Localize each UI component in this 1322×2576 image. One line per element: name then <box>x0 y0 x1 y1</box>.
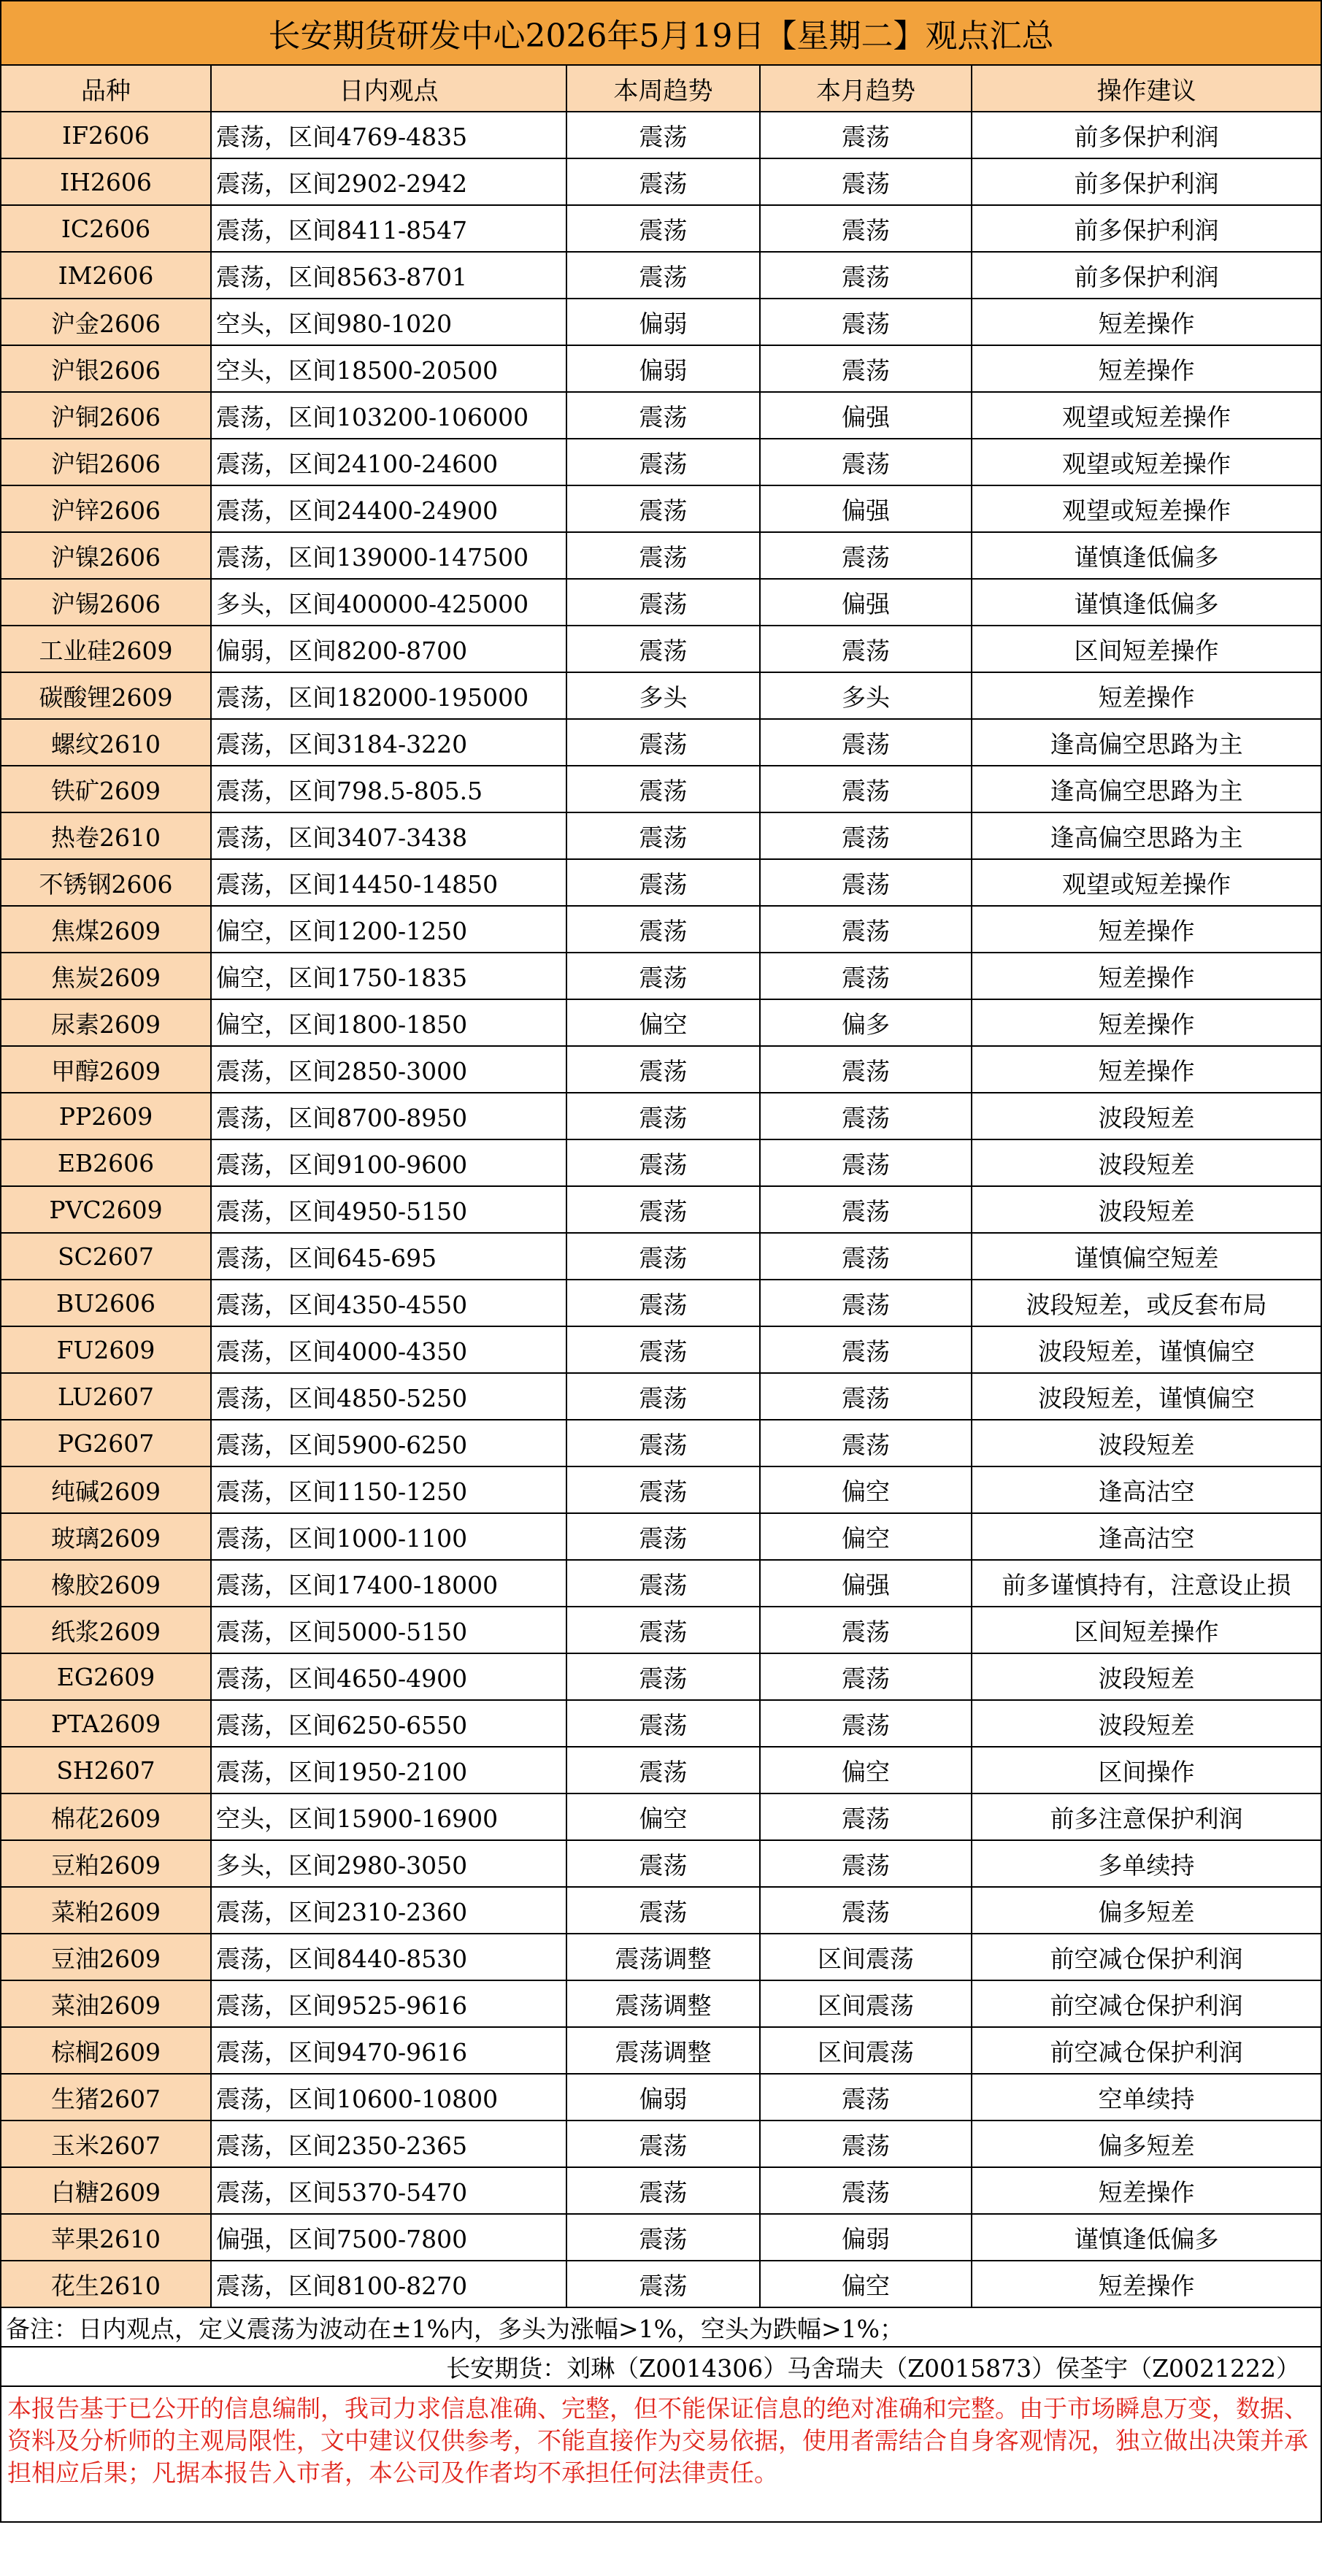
advice-cell: 多单续持 <box>972 1840 1321 1887</box>
table-row <box>1 1186 1321 1233</box>
monthly-trend-cell: 震荡 <box>760 1046 972 1093</box>
monthly-trend-cell: 震荡 <box>760 719 972 766</box>
table-row <box>1 906 1321 953</box>
weekly-trend-cell: 震荡 <box>566 719 760 766</box>
intraday-view-cell: 震荡，区间3407-3438 <box>211 812 566 859</box>
monthly-trend-cell: 震荡 <box>760 812 972 859</box>
table-row <box>1 2074 1321 2121</box>
weekly-trend-cell: 震荡调整 <box>566 2027 760 2074</box>
intraday-view-cell: 震荡，区间14450-14850 <box>211 859 566 906</box>
monthly-trend-cell: 偏多 <box>760 999 972 1046</box>
intraday-view-cell: 震荡，区间645-695 <box>211 1233 566 1280</box>
weekly-trend-cell: 震荡 <box>566 205 760 252</box>
variety-cell: 沪锌2606 <box>1 485 211 532</box>
variety-cell: 沪镍2606 <box>1 532 211 579</box>
monthly-trend-cell: 震荡 <box>760 1373 972 1420</box>
advice-cell: 前多谨慎持有，注意设止损 <box>972 1560 1321 1607</box>
monthly-trend-cell: 偏强 <box>760 579 972 626</box>
variety-cell: 玉米2607 <box>1 2121 211 2167</box>
variety-cell: 生猪2607 <box>1 2074 211 2121</box>
intraday-view-cell: 震荡，区间798.5-805.5 <box>211 766 566 812</box>
intraday-view-cell: 震荡，区间2850-3000 <box>211 1046 566 1093</box>
intraday-view-cell: 震荡，区间5000-5150 <box>211 1607 566 1653</box>
advice-cell: 偏多短差 <box>972 2121 1321 2167</box>
table-row <box>1 1747 1321 1793</box>
weekly-trend-cell: 震荡 <box>566 2214 760 2261</box>
variety-cell: 棕榈2609 <box>1 2027 211 2074</box>
advice-cell: 偏多短差 <box>972 1887 1321 1934</box>
variety-cell: PTA2609 <box>1 1700 211 1747</box>
monthly-trend-cell: 震荡 <box>760 1607 972 1653</box>
advice-cell: 谨慎逢低偏多 <box>972 2214 1321 2261</box>
advice-cell: 观望或短差操作 <box>972 485 1321 532</box>
intraday-view-cell: 空头，区间18500-20500 <box>211 345 566 392</box>
advice-cell: 波段短差，谨慎偏空 <box>972 1373 1321 1420</box>
table-row <box>1 2027 1321 2074</box>
weekly-trend-cell: 震荡 <box>566 112 760 158</box>
monthly-trend-cell: 震荡 <box>760 1326 972 1373</box>
advice-cell: 波段短差 <box>972 1653 1321 1700</box>
table-row <box>1 719 1321 766</box>
advice-cell: 逢高偏空思路为主 <box>972 812 1321 859</box>
monthly-trend-cell: 区间震荡 <box>760 2027 972 2074</box>
advice-cell: 短差操作 <box>972 953 1321 999</box>
table-row <box>1 1653 1321 1700</box>
monthly-trend-cell: 偏空 <box>760 1747 972 1793</box>
variety-cell: PP2609 <box>1 1093 211 1139</box>
intraday-view-cell: 震荡，区间24100-24600 <box>211 439 566 485</box>
advice-cell: 区间短差操作 <box>972 626 1321 672</box>
intraday-view-cell: 震荡，区间8411-8547 <box>211 205 566 252</box>
weekly-trend-cell: 多头 <box>566 672 760 719</box>
weekly-trend-cell: 震荡 <box>566 2167 760 2214</box>
variety-cell: 棉花2609 <box>1 1793 211 1840</box>
table-row <box>1 1793 1321 1840</box>
weekly-trend-cell: 震荡 <box>566 1326 760 1373</box>
monthly-trend-cell: 区间震荡 <box>760 1980 972 2027</box>
advice-cell: 短差操作 <box>972 1046 1321 1093</box>
weekly-trend-cell: 偏弱 <box>566 345 760 392</box>
monthly-trend-cell: 震荡 <box>760 158 972 205</box>
intraday-view-cell: 震荡，区间1150-1250 <box>211 1466 566 1513</box>
weekly-trend-cell: 震荡 <box>566 158 760 205</box>
advice-cell: 波段短差 <box>972 1139 1321 1186</box>
intraday-view-cell: 震荡，区间8700-8950 <box>211 1093 566 1139</box>
disclaimer-text: 本报告基于已公开的信息编制，我司力求信息准确、完整，但不能保证信息的绝对准确和完整。由于市场瞬息万变，数据、资料及分析师的主观局限性，文中建议仅供参考，不能直接作为交易依据，使用者需结合自身客观情况，独立做出决策并承担相应后果；凡据本报告入市者，本公司及作者均不承担任何法律责任。 <box>1 2386 1321 2522</box>
advice-cell: 波段短差 <box>972 1420 1321 1466</box>
intraday-view-cell: 震荡，区间9470-9616 <box>211 2027 566 2074</box>
advice-cell: 短差操作 <box>972 999 1321 1046</box>
weekly-trend-cell: 偏弱 <box>566 2074 760 2121</box>
intraday-view-cell: 震荡，区间3184-3220 <box>211 719 566 766</box>
intraday-view-cell: 震荡，区间2902-2942 <box>211 158 566 205</box>
weekly-trend-cell: 震荡 <box>566 1186 760 1233</box>
intraday-view-cell: 震荡，区间1000-1100 <box>211 1513 566 1560</box>
table-row <box>1 2214 1321 2261</box>
weekly-trend-cell: 震荡调整 <box>566 1980 760 2027</box>
weekly-trend-cell: 震荡 <box>566 1653 760 1700</box>
weekly-trend-cell: 震荡 <box>566 1840 760 1887</box>
monthly-trend-cell: 偏空 <box>760 1513 972 1560</box>
advice-cell: 观望或短差操作 <box>972 392 1321 439</box>
intraday-view-cell: 震荡，区间4769-4835 <box>211 112 566 158</box>
author-row <box>1 2347 1321 2386</box>
weekly-trend-cell: 震荡 <box>566 2121 760 2167</box>
monthly-trend-cell: 震荡 <box>760 1139 972 1186</box>
variety-cell: 纸浆2609 <box>1 1607 211 1653</box>
advice-cell: 观望或短差操作 <box>972 859 1321 906</box>
table-row <box>1 158 1321 205</box>
intraday-view-cell: 震荡，区间17400-18000 <box>211 1560 566 1607</box>
weekly-trend-cell: 震荡 <box>566 1139 760 1186</box>
variety-cell: IH2606 <box>1 158 211 205</box>
advice-cell: 观望或短差操作 <box>972 439 1321 485</box>
intraday-view-cell: 偏空，区间1200-1250 <box>211 906 566 953</box>
monthly-trend-cell: 震荡 <box>760 205 972 252</box>
variety-cell: IF2606 <box>1 112 211 158</box>
advice-cell: 前多保护利润 <box>972 205 1321 252</box>
table-row <box>1 579 1321 626</box>
header-weekly-trend: 本周趋势 <box>566 65 760 112</box>
weekly-trend-cell: 震荡 <box>566 859 760 906</box>
variety-cell: 焦煤2609 <box>1 906 211 953</box>
report-title: 长安期货研发中心2026年5月19日【星期二】观点汇总 <box>1 1 1321 65</box>
table-row <box>1 299 1321 345</box>
intraday-view-cell: 震荡，区间4000-4350 <box>211 1326 566 1373</box>
weekly-trend-cell: 震荡调整 <box>566 1934 760 1980</box>
table-row <box>1 1607 1321 1653</box>
weekly-trend-cell: 震荡 <box>566 2261 760 2307</box>
advice-cell: 波段短差 <box>972 1093 1321 1139</box>
variety-cell: BU2606 <box>1 1280 211 1326</box>
monthly-trend-cell: 震荡 <box>760 1280 972 1326</box>
advice-cell: 短差操作 <box>972 2167 1321 2214</box>
variety-cell: 焦炭2609 <box>1 953 211 999</box>
table-body <box>1 112 1321 2307</box>
weekly-trend-cell: 震荡 <box>566 1280 760 1326</box>
weekly-trend-cell: 震荡 <box>566 1093 760 1139</box>
variety-cell: SC2607 <box>1 1233 211 1280</box>
variety-cell: 橡胶2609 <box>1 1560 211 1607</box>
weekly-trend-cell: 震荡 <box>566 1887 760 1934</box>
advice-cell: 短差操作 <box>972 906 1321 953</box>
table-row <box>1 2167 1321 2214</box>
intraday-view-cell: 震荡，区间2310-2360 <box>211 1887 566 1934</box>
table-row <box>1 859 1321 906</box>
monthly-trend-cell: 偏空 <box>760 1466 972 1513</box>
intraday-view-cell: 震荡，区间6250-6550 <box>211 1700 566 1747</box>
advice-cell: 谨慎逢低偏多 <box>972 579 1321 626</box>
intraday-view-cell: 震荡，区间4950-5150 <box>211 1186 566 1233</box>
weekly-trend-cell: 偏空 <box>566 1793 760 1840</box>
weekly-trend-cell: 震荡 <box>566 439 760 485</box>
table-row <box>1 953 1321 999</box>
table-row <box>1 1934 1321 1980</box>
advice-cell: 短差操作 <box>972 672 1321 719</box>
table-row <box>1 1887 1321 1934</box>
variety-cell: 螺纹2610 <box>1 719 211 766</box>
weekly-trend-cell: 震荡 <box>566 906 760 953</box>
variety-cell: 纯碱2609 <box>1 1466 211 1513</box>
table-row <box>1 205 1321 252</box>
variety-cell: 热卷2610 <box>1 812 211 859</box>
monthly-trend-cell: 震荡 <box>760 1840 972 1887</box>
header-advice: 操作建议 <box>972 65 1321 112</box>
intraday-view-cell: 多头，区间2980-3050 <box>211 1840 566 1887</box>
intraday-view-cell: 震荡，区间24400-24900 <box>211 485 566 532</box>
advice-cell: 区间操作 <box>972 1747 1321 1793</box>
variety-cell: IC2606 <box>1 205 211 252</box>
variety-cell: 苹果2610 <box>1 2214 211 2261</box>
advice-cell: 前多注意保护利润 <box>972 1793 1321 1840</box>
table-row <box>1 439 1321 485</box>
weekly-trend-cell: 震荡 <box>566 1466 760 1513</box>
advice-cell: 逢高偏空思路为主 <box>972 766 1321 812</box>
table-row <box>1 2261 1321 2307</box>
weekly-trend-cell: 偏弱 <box>566 299 760 345</box>
table-row <box>1 1466 1321 1513</box>
table-row <box>1 1139 1321 1186</box>
advice-cell: 前多保护利润 <box>972 252 1321 299</box>
intraday-view-cell: 偏空，区间1750-1835 <box>211 953 566 999</box>
intraday-view-cell: 震荡，区间10600-10800 <box>211 2074 566 2121</box>
advice-cell: 逢高沽空 <box>972 1466 1321 1513</box>
monthly-trend-cell: 震荡 <box>760 2074 972 2121</box>
advice-cell: 空单续持 <box>972 2074 1321 2121</box>
variety-cell: 玻璃2609 <box>1 1513 211 1560</box>
weekly-trend-cell: 震荡 <box>566 392 760 439</box>
monthly-trend-cell: 震荡 <box>760 1700 972 1747</box>
header-variety: 品种 <box>1 65 211 112</box>
variety-cell: 菜油2609 <box>1 1980 211 2027</box>
advice-cell: 波段短差 <box>972 1186 1321 1233</box>
weekly-trend-cell: 震荡 <box>566 766 760 812</box>
intraday-view-cell: 震荡，区间1950-2100 <box>211 1747 566 1793</box>
monthly-trend-cell: 震荡 <box>760 252 972 299</box>
monthly-trend-cell: 区间震荡 <box>760 1934 972 1980</box>
monthly-trend-cell: 震荡 <box>760 626 972 672</box>
intraday-view-cell: 震荡，区间8440-8530 <box>211 1934 566 1980</box>
variety-cell: 菜粕2609 <box>1 1887 211 1934</box>
variety-cell: 沪铜2606 <box>1 392 211 439</box>
advice-cell: 前多保护利润 <box>972 158 1321 205</box>
weekly-trend-cell: 震荡 <box>566 252 760 299</box>
intraday-view-cell: 震荡，区间8100-8270 <box>211 2261 566 2307</box>
intraday-view-cell: 震荡，区间4650-4900 <box>211 1653 566 1700</box>
intraday-view-cell: 震荡，区间9100-9600 <box>211 1139 566 1186</box>
weekly-trend-cell: 震荡 <box>566 1513 760 1560</box>
weekly-trend-cell: 震荡 <box>566 532 760 579</box>
note-text: 备注：日内观点，定义震荡为波动在±1%内，多头为涨幅>1%，空头为跌幅>1%； <box>1 2307 1321 2347</box>
variety-cell: 不锈钢2606 <box>1 859 211 906</box>
advice-cell: 谨慎偏空短差 <box>972 1233 1321 1280</box>
table-row <box>1 766 1321 812</box>
monthly-trend-cell: 震荡 <box>760 112 972 158</box>
monthly-trend-cell: 震荡 <box>760 2121 972 2167</box>
weekly-trend-cell: 震荡 <box>566 485 760 532</box>
header-row <box>1 65 1321 112</box>
table-row <box>1 1093 1321 1139</box>
monthly-trend-cell: 震荡 <box>760 1793 972 1840</box>
table-row <box>1 1980 1321 2027</box>
table-row <box>1 392 1321 439</box>
monthly-trend-cell: 偏空 <box>760 2261 972 2307</box>
intraday-view-cell: 震荡，区间103200-106000 <box>211 392 566 439</box>
variety-cell: 工业硅2609 <box>1 626 211 672</box>
variety-cell: 沪金2606 <box>1 299 211 345</box>
variety-cell: LU2607 <box>1 1373 211 1420</box>
monthly-trend-cell: 震荡 <box>760 1420 972 1466</box>
intraday-view-cell: 震荡，区间4350-4550 <box>211 1280 566 1326</box>
table-row <box>1 1513 1321 1560</box>
weekly-trend-cell: 震荡 <box>566 1420 760 1466</box>
variety-cell: 沪锡2606 <box>1 579 211 626</box>
table-row <box>1 1840 1321 1887</box>
variety-cell: PG2607 <box>1 1420 211 1466</box>
monthly-trend-cell: 震荡 <box>760 953 972 999</box>
variety-cell: PVC2609 <box>1 1186 211 1233</box>
weekly-trend-cell: 震荡 <box>566 1560 760 1607</box>
table-row <box>1 1326 1321 1373</box>
table-row <box>1 626 1321 672</box>
weekly-trend-cell: 震荡 <box>566 626 760 672</box>
monthly-trend-cell: 偏强 <box>760 485 972 532</box>
intraday-view-cell: 空头，区间980-1020 <box>211 299 566 345</box>
weekly-trend-cell: 震荡 <box>566 579 760 626</box>
monthly-trend-cell: 震荡 <box>760 1186 972 1233</box>
intraday-view-cell: 偏空，区间1800-1850 <box>211 999 566 1046</box>
variety-cell: 沪铝2606 <box>1 439 211 485</box>
monthly-trend-cell: 震荡 <box>760 1887 972 1934</box>
monthly-trend-cell: 震荡 <box>760 859 972 906</box>
monthly-trend-cell: 震荡 <box>760 345 972 392</box>
table-row <box>1 532 1321 579</box>
weekly-trend-cell: 震荡 <box>566 812 760 859</box>
variety-cell: FU2609 <box>1 1326 211 1373</box>
table-row <box>1 999 1321 1046</box>
intraday-view-cell: 震荡，区间4850-5250 <box>211 1373 566 1420</box>
note-row <box>1 2307 1321 2347</box>
intraday-view-cell: 空头，区间15900-16900 <box>211 1793 566 1840</box>
intraday-view-cell: 多头，区间400000-425000 <box>211 579 566 626</box>
table-row <box>1 1373 1321 1420</box>
monthly-trend-cell: 多头 <box>760 672 972 719</box>
variety-cell: EB2606 <box>1 1139 211 1186</box>
authors-text: 长安期货：刘琳（Z0014306）马舍瑞夫（Z0015873）侯荃宇（Z0021222） <box>1 2347 1321 2386</box>
variety-cell: 铁矿2609 <box>1 766 211 812</box>
table-row <box>1 345 1321 392</box>
variety-cell: EG2609 <box>1 1653 211 1700</box>
weekly-trend-cell: 震荡 <box>566 1747 760 1793</box>
advice-cell: 短差操作 <box>972 2261 1321 2307</box>
advice-cell: 区间短差操作 <box>972 1607 1321 1653</box>
variety-cell: IM2606 <box>1 252 211 299</box>
table-row <box>1 1700 1321 1747</box>
intraday-view-cell: 震荡，区间5370-5470 <box>211 2167 566 2214</box>
title-row <box>1 1 1321 65</box>
advice-cell: 逢高偏空思路为主 <box>972 719 1321 766</box>
intraday-view-cell: 震荡，区间8563-8701 <box>211 252 566 299</box>
advice-cell: 前多保护利润 <box>972 112 1321 158</box>
variety-cell: 豆粕2609 <box>1 1840 211 1887</box>
variety-cell: 花生2610 <box>1 2261 211 2307</box>
variety-cell: 豆油2609 <box>1 1934 211 1980</box>
monthly-trend-cell: 震荡 <box>760 1233 972 1280</box>
table-row <box>1 672 1321 719</box>
weekly-trend-cell: 震荡 <box>566 1046 760 1093</box>
monthly-trend-cell: 震荡 <box>760 1093 972 1139</box>
intraday-view-cell: 震荡，区间139000-147500 <box>211 532 566 579</box>
monthly-trend-cell: 偏弱 <box>760 2214 972 2261</box>
table-row <box>1 812 1321 859</box>
table-row <box>1 1280 1321 1326</box>
intraday-view-cell: 偏弱，区间8200-8700 <box>211 626 566 672</box>
weekly-trend-cell: 偏空 <box>566 999 760 1046</box>
monthly-trend-cell: 震荡 <box>760 766 972 812</box>
weekly-trend-cell: 震荡 <box>566 1700 760 1747</box>
weekly-trend-cell: 震荡 <box>566 1233 760 1280</box>
intraday-view-cell: 震荡，区间9525-9616 <box>211 1980 566 2027</box>
table-row <box>1 1046 1321 1093</box>
variety-cell: 沪银2606 <box>1 345 211 392</box>
intraday-view-cell: 震荡，区间182000-195000 <box>211 672 566 719</box>
advice-cell: 短差操作 <box>972 299 1321 345</box>
table-row <box>1 252 1321 299</box>
weekly-trend-cell: 震荡 <box>566 1373 760 1420</box>
monthly-trend-cell: 震荡 <box>760 906 972 953</box>
intraday-view-cell: 震荡，区间2350-2365 <box>211 2121 566 2167</box>
weekly-trend-cell: 震荡 <box>566 1607 760 1653</box>
advice-cell: 波段短差 <box>972 1700 1321 1747</box>
table-row <box>1 485 1321 532</box>
table-row <box>1 112 1321 158</box>
table-row <box>1 1233 1321 1280</box>
intraday-view-cell: 震荡，区间5900-6250 <box>211 1420 566 1466</box>
monthly-trend-cell: 偏强 <box>760 392 972 439</box>
monthly-trend-cell: 偏强 <box>760 1560 972 1607</box>
monthly-trend-cell: 震荡 <box>760 439 972 485</box>
monthly-trend-cell: 震荡 <box>760 299 972 345</box>
weekly-trend-cell: 震荡 <box>566 953 760 999</box>
advice-cell: 前空减仓保护利润 <box>972 2027 1321 2074</box>
variety-cell: 碳酸锂2609 <box>1 672 211 719</box>
table-row <box>1 1420 1321 1466</box>
intraday-view-cell: 偏强，区间7500-7800 <box>211 2214 566 2261</box>
table-row <box>1 1560 1321 1607</box>
advice-cell: 短差操作 <box>972 345 1321 392</box>
advice-cell: 逢高沽空 <box>972 1513 1321 1560</box>
monthly-trend-cell: 震荡 <box>760 1653 972 1700</box>
monthly-trend-cell: 震荡 <box>760 532 972 579</box>
advice-cell: 前空减仓保护利润 <box>972 1934 1321 1980</box>
variety-cell: 甲醇2609 <box>1 1046 211 1093</box>
advice-cell: 波段短差，谨慎偏空 <box>972 1326 1321 1373</box>
advice-cell: 前空减仓保护利润 <box>972 1980 1321 2027</box>
advice-cell: 谨慎逢低偏多 <box>972 532 1321 579</box>
table-row <box>1 2121 1321 2167</box>
header-intraday-view: 日内观点 <box>211 65 566 112</box>
monthly-trend-cell: 震荡 <box>760 2167 972 2214</box>
variety-cell: 尿素2609 <box>1 999 211 1046</box>
advice-cell: 波段短差，或反套布局 <box>972 1280 1321 1326</box>
disclaimer-row <box>1 2386 1321 2522</box>
variety-cell: SH2607 <box>1 1747 211 1793</box>
variety-cell: 白糖2609 <box>1 2167 211 2214</box>
header-monthly-trend: 本月趋势 <box>760 65 972 112</box>
